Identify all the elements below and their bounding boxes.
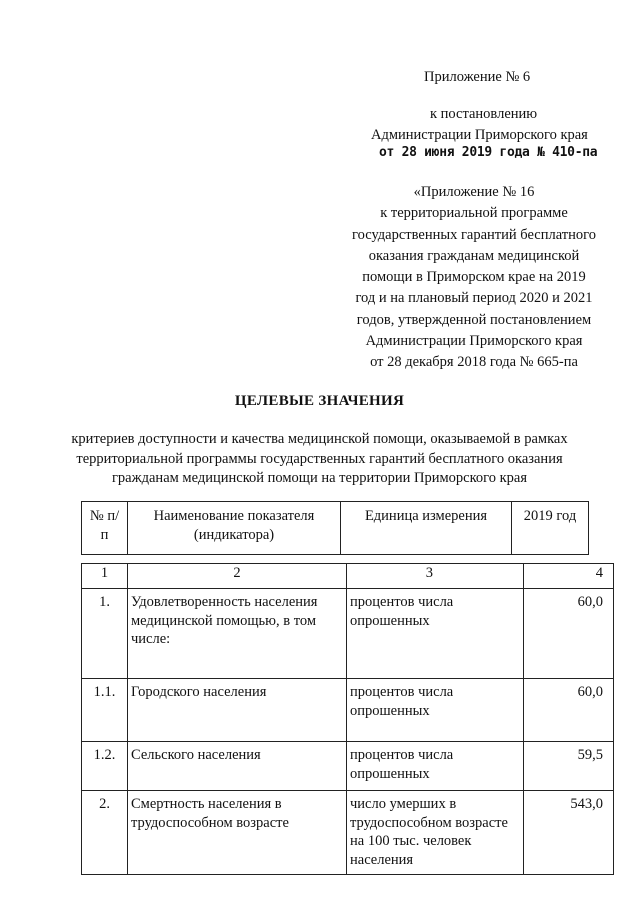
row-value: 60,0 bbox=[524, 589, 614, 679]
subtitle-line: гражданам медицинской помощи на территории Приморского края bbox=[111, 470, 528, 486]
header-year: 2019 год bbox=[512, 502, 589, 555]
row-num: 1. bbox=[82, 589, 128, 679]
quoted-appendix-line: «Приложение № 16 bbox=[413, 184, 535, 200]
row-num: 1.2. bbox=[82, 742, 128, 791]
quoted-appendix-line: от 28 декабря 2018 года № 665-па bbox=[370, 354, 578, 371]
row-name: Смертность населения в трудоспособном возрасте bbox=[128, 791, 347, 875]
quoted-appendix-line: год и на плановый период 2020 и 2021 bbox=[355, 290, 593, 307]
document-title: ЦЕЛЕВЫЕ ЗНАЧЕНИЯ bbox=[234, 393, 405, 409]
row-unit: процентов числа опрошенных bbox=[347, 679, 524, 742]
column-number: 1 bbox=[82, 564, 128, 589]
row-unit: число умерших в трудоспособном возрасте на 100 тыс. человек населения bbox=[347, 791, 524, 875]
table-row bbox=[82, 589, 614, 679]
row-value: 59,5 bbox=[524, 742, 614, 791]
table-row bbox=[82, 679, 614, 742]
appendix-administration: Администрации Приморского края bbox=[371, 127, 588, 143]
header-name: Наименование показателя (индикатора) bbox=[128, 502, 341, 555]
header-num: № п/п bbox=[82, 502, 128, 555]
quoted-appendix-line: оказания гражданам медицинской bbox=[368, 247, 580, 264]
subtitle-line: критериев доступности и качества медицинской помощи, оказываемой в рамках bbox=[71, 431, 568, 447]
quoted-appendix-line: государственных гарантий бесплатного bbox=[352, 226, 596, 243]
row-name: Сельского населения bbox=[128, 742, 347, 791]
quoted-appendix-block bbox=[339, 182, 609, 374]
appendix-to-resolution: к постановлению bbox=[430, 106, 538, 122]
quoted-appendix-line: помощи в Приморском крае на 2019 bbox=[362, 269, 586, 286]
row-unit: процентов числа опрошенных bbox=[347, 589, 524, 679]
column-number: 3 bbox=[347, 564, 524, 589]
table-header bbox=[81, 501, 589, 555]
quoted-appendix-line: Администрации Приморского края bbox=[365, 333, 583, 350]
quoted-appendix-line: годов, утвержденной постановлением bbox=[356, 311, 592, 328]
table-header-row bbox=[82, 502, 589, 555]
resolution-date-stamp: от 28 июня 2019 года № 410-па bbox=[379, 145, 598, 160]
appendix-title: Приложение № 6 bbox=[424, 69, 531, 85]
column-number-row bbox=[82, 564, 614, 589]
column-number: 2 bbox=[128, 564, 347, 589]
document-subtitle bbox=[30, 430, 609, 489]
row-name: Городского населения bbox=[128, 679, 347, 742]
row-value: 543,0 bbox=[524, 791, 614, 875]
row-num: 1.1. bbox=[82, 679, 128, 742]
subtitle-line: территориальной программы государственных гарантий бесплатного оказания bbox=[76, 450, 563, 467]
row-unit: процентов числа опрошенных bbox=[347, 742, 524, 791]
data-table bbox=[81, 563, 614, 875]
table-row bbox=[82, 742, 614, 791]
column-number: 4 bbox=[524, 564, 614, 589]
table-row bbox=[82, 791, 614, 875]
row-name: Удовлетворенность населения медицинской помощью, в том числе: bbox=[128, 589, 347, 679]
row-num: 2. bbox=[82, 791, 128, 875]
header-unit: Единица измерения bbox=[341, 502, 512, 555]
quoted-appendix-line: к территориальной программе bbox=[380, 205, 568, 222]
row-value: 60,0 bbox=[524, 679, 614, 742]
